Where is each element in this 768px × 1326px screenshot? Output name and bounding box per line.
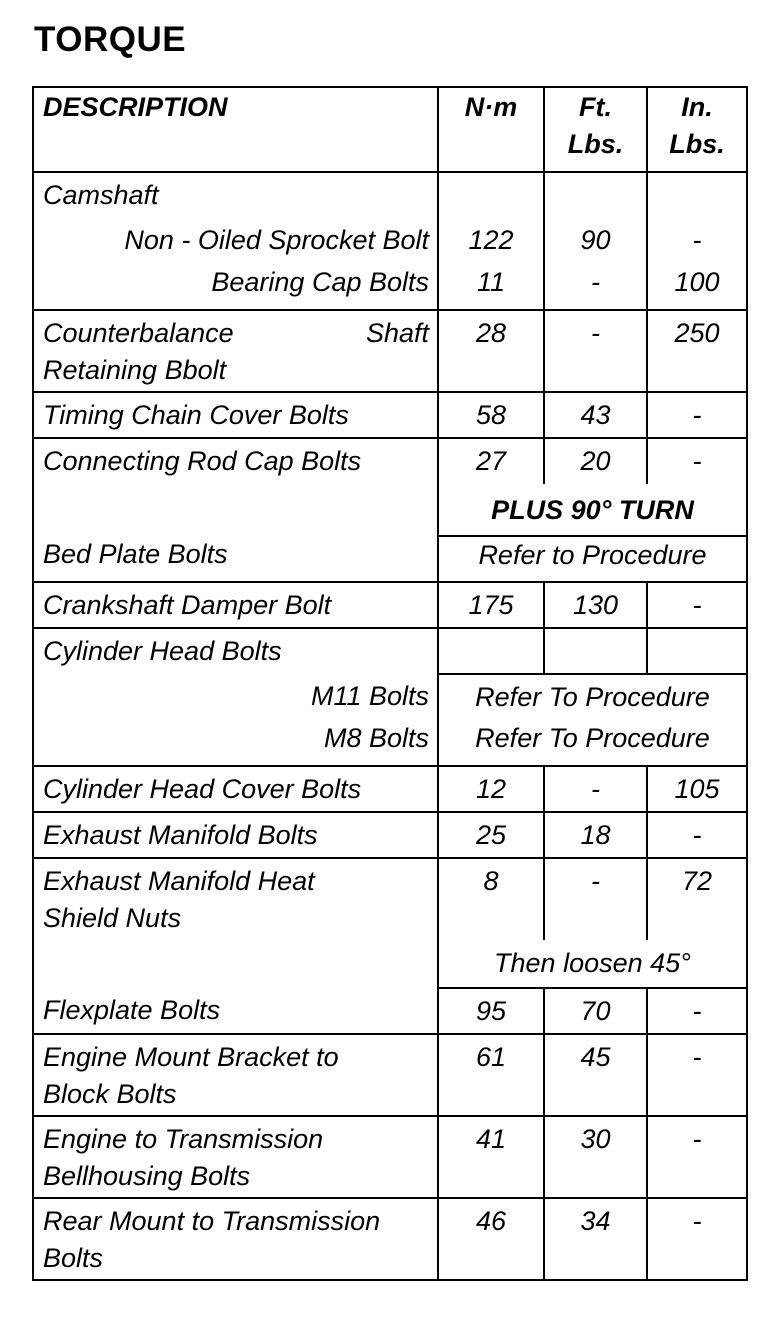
table-row-bellhousing [33,1116,747,1198]
row-bellhousing-nm: 41 [438,1116,544,1198]
table-row-heatshield [33,858,747,940]
cell-empty [647,628,747,674]
table-row-flexplate [33,988,747,1034]
table-row-sprocket [33,218,747,264]
row-counterbalance-ft: - [544,310,647,392]
row-mountbracket-label [33,1034,438,1116]
row-m8-label: M8 Bolts [323,723,429,753]
row-timing-label: Timing Chain Cover Bolts [33,392,438,438]
row-sprocket-label: Non - Oiled Sprocket Bolt [124,225,429,255]
header-ft-line1: Ft. [579,92,612,122]
row-mountbracket-nm: 61 [438,1034,544,1116]
row-conrod-label: Connecting Rod Cap Bolts [33,438,438,536]
header-ft-line2: Lbs. [567,129,624,159]
table-row-camshaft [33,172,747,218]
row-sprocket-nm: 122 [438,218,544,264]
row-rearmount-label-2: Bolts [43,1243,104,1273]
row-bellhousing-label-2: Bellhousing Bolts [43,1161,251,1191]
row-counterbalance-label-2: Retaining Bbolt [43,355,227,385]
row-damper-label: Crankshaft Damper Bolt [33,582,438,628]
cell-empty [33,940,438,988]
table-row-m11 [33,674,747,720]
row-headcover-in: 105 [647,766,747,812]
row-counterbalance-in: 250 [647,310,747,392]
row-sprocket-in: - [647,218,747,264]
row-exhaust-in: - [647,812,747,858]
row-heatshield-nm: 8 [438,858,544,940]
row-exhaust-nm: 25 [438,812,544,858]
row-bellhousing-label-1: Engine to Transmission [43,1124,324,1154]
row-bearing-label: Bearing Cap Bolts [211,267,429,297]
header-in-line2: Lbs. [669,129,725,159]
row-conrod-in: - [647,438,747,484]
row-bedplate-note: Refer to Procedure [438,536,747,582]
table-row-m8 [33,720,747,766]
table-row-bearing [33,264,747,310]
table-row-counterbalance [33,310,747,392]
row-conrod-note: PLUS 90° TURN [438,484,747,536]
row-counterbalance-label-b: Shaft [365,318,429,348]
row-headcover-ft: - [544,766,647,812]
row-rearmount-in: - [647,1198,747,1280]
row-mountbracket-ft: 45 [544,1034,647,1116]
row-camshaft-label: Camshaft [33,172,438,218]
row-exhaust-ft: 18 [544,812,647,858]
row-exhaust-label: Exhaust Manifold Bolts [33,812,438,858]
header-nm: N·m [438,87,544,172]
row-damper-in: - [647,582,747,628]
row-heatshield-ft: - [544,858,647,940]
row-bearing-in: 100 [647,264,747,310]
table-row-cylhead [33,628,747,674]
row-headcover-nm: 12 [438,766,544,812]
row-counterbalance-label [33,310,438,392]
row-damper-nm: 175 [438,582,544,628]
row-flexplate-nm: 95 [438,988,544,1034]
row-damper-ft: 130 [544,582,647,628]
row-conrod-ft: 20 [544,438,647,484]
cell-empty [647,172,747,218]
row-mountbracket-label-2: Block Bolts [43,1079,177,1109]
row-m11-label: M11 Bolts [310,681,429,711]
table-row-conrod [33,438,747,484]
row-heatshield-label [33,858,438,940]
row-rearmount-label [33,1198,438,1280]
table-row-mountbracket [33,1034,747,1116]
header-in-line1: In. [681,92,713,122]
row-bellhousing-label [33,1116,438,1198]
row-heatshield-label-1: Exhaust Manifold Heat [43,866,315,896]
row-m11-note: Refer To Procedure [438,674,747,720]
row-bearing-nm: 11 [438,264,544,310]
cell-empty [438,628,544,674]
cell-empty [544,172,647,218]
row-m8-note: Refer To Procedure [438,720,747,766]
row-heatshield-label-2: Shield Nuts [43,903,182,933]
row-counterbalance-nm: 28 [438,310,544,392]
table-row-exhaust [33,812,747,858]
table-header-row [33,87,747,172]
row-heatshield-note: Then loosen 45° [438,940,747,988]
row-rearmount-label-1: Rear Mount to Transmission [43,1206,381,1236]
row-timing-in: - [647,392,747,438]
cell-empty [544,628,647,674]
row-conrod-nm: 27 [438,438,544,484]
table-row-headcover [33,766,747,812]
table-row-bedplate [33,536,747,582]
row-heatshield-in: 72 [647,858,747,940]
row-rearmount-ft: 34 [544,1198,647,1280]
row-bedplate-label: Bed Plate Bolts [43,539,228,569]
header-in-lbs [647,87,747,172]
row-bellhousing-ft: 30 [544,1116,647,1198]
table-row-rearmount [33,1198,747,1280]
header-description: DESCRIPTION [43,92,228,122]
header-ft-lbs [544,87,647,172]
row-flexplate-ft: 70 [544,988,647,1034]
row-mountbracket-label-1: Engine Mount Bracket to [43,1042,339,1072]
table-row-damper [33,582,747,628]
torque-table [32,86,748,1281]
page-title: TORQUE [34,20,187,59]
row-flexplate-label: Flexplate Bolts [43,995,221,1025]
row-mountbracket-in: - [647,1034,747,1116]
row-timing-nm: 58 [438,392,544,438]
row-rearmount-nm: 46 [438,1198,544,1280]
row-timing-ft: 43 [544,392,647,438]
row-bearing-ft: - [544,264,647,310]
row-headcover-label: Cylinder Head Cover Bolts [33,766,438,812]
cell-empty [438,172,544,218]
row-cylhead-label: Cylinder Head Bolts [33,628,438,674]
row-counterbalance-label-a: Counterbalance [43,318,234,348]
row-flexplate-in: - [647,988,747,1034]
row-bellhousing-in: - [647,1116,747,1198]
row-sprocket-ft: 90 [544,218,647,264]
table-row-heatshield-note [33,940,747,988]
table-row-timing [33,392,747,438]
